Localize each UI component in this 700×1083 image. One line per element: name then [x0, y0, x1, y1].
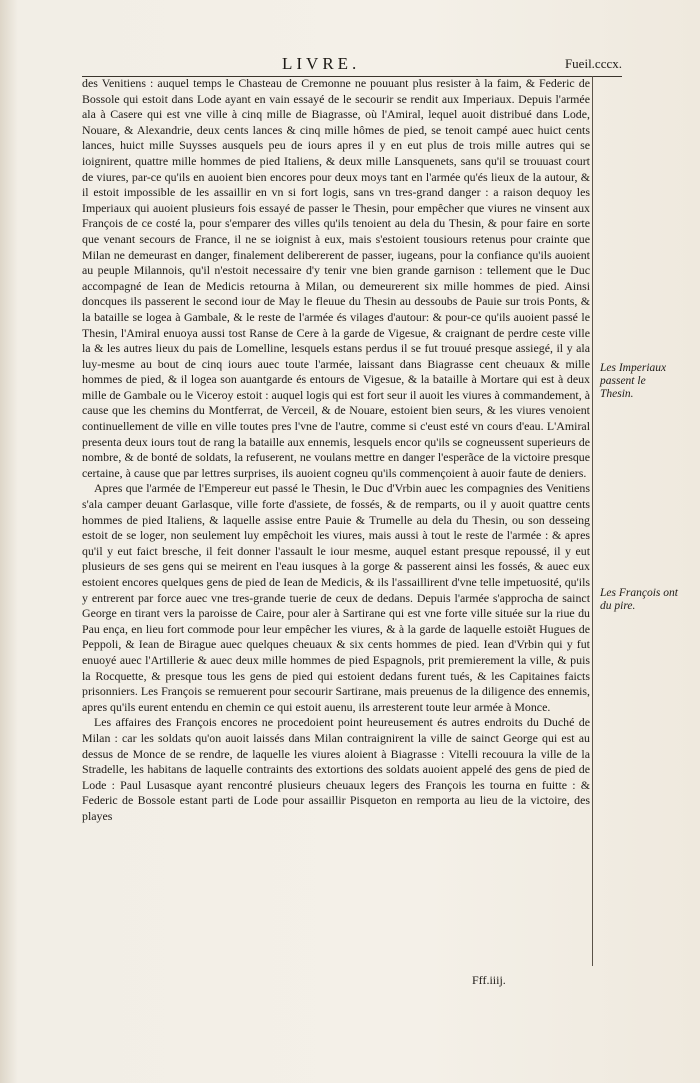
- margin-note-imperiaux: Les Imperiaux passent le Thesin.: [600, 362, 667, 400]
- catchword-signature: Fff.iiij.: [472, 973, 506, 987]
- margin-rule: [592, 76, 593, 966]
- paragraph-3: Les affaires des François encores ne procedoient point heureusement és autres endroits du Duché de Milan : car les soldats qu'on auoit laissés dans Milan contraignirent la ville de sainct George qui est au dessus de Monce de se rendre, de laquelle les viures aloient à Biagrasse : Vitelli recouura la ville de la Stradelle, les habitans de laquelle contraints des extortions des soldats auoient appelé des gens de pied de Lode : Paul Lusasque ayant rencontré plusieurs cheuaux legers des François les tourna en fuitte : & Federic de Bossole estant parti de Lode pour assaillir Pisqueton en remporta au lieu de la victoire, des playes: [82, 715, 590, 823]
- running-title: LIVRE.: [282, 54, 361, 73]
- margin-note-francois: Les François ont du pire.: [600, 587, 678, 612]
- bleed-through-ghost-text: [644, 875, 692, 965]
- paragraph-1: des Venitiens : auquel temps le Chasteau de Cremonne ne pouuant plus resister à la faim, & Federic de Bossole qui estoit dans Lode ayant en vain essayé de le secourir se rendit aux Imperiaux. Depuis l'armée ala à Casere qui est vne ville à cinq mille de Biagrasse, où l'Amiral, lequel auoit distribué dans Lode, Nouare, & Alexandrie, deux cents lances & cinq mille hômes de pied, se tenoit campé auec huict cents lances, huict mille Suysses ausquels peu de iours apres il y en eut plus de trois mille autres qui se ioignirent, quattre mille hommes de pied Italiens, & deux mille Lansquenets, sans qu'il se trouuast court de viures, par-ce qu'ils en auoient bien encores pour deux moys tant en l'armée qu'és lieux de la autour, & il estoit impossible de les assaillir en vn si fort logis, sans vn tres-grand danger : a raison dequoy les Imperiaux qui auoient plusieurs fois essayé de passer le Thesin, pour empêcher que viures ne vinsent aux François de ce costé la, pour s'emparer des villes qu'ils tenoient au dela du Thesin, & pour faire en sorte que venant secours de France, il ne se ioignist à eux, mais s'estoient tousiours retenus pour crainte que Milan ne demeurast en danger, finalement delibererent de passer, iugeans, pour la confiance qu'ils auoient au peuple Milannois, qu'il n'estoit necessaire d'y tenir vne bien grande garnison : tellement que le Duc accompagné de Iean de Medicis retourna à Milan, ou demeurerent six mille hommes de pied. Ainsi doncques ils passerent le second iour de May le fleuue du Thesin au dessoubs de Pauie sur trois Ponts, & la bataille se logea à Gambale, & le reste de l'armée és vilages d'autour: & pour-ce qu'ils auoient passé le Thesin, l'Amiral enuoya aussi tost Ranse de Cere à la garde de Vigesue, & craignant de perdre ceste ville la & les autres lieux du pais de Lomelline, lesquels estans perdus il se fut trouué presque assiegé, il y ala luy-mesme au bout de cinq iours auec toute l'armée, laissant dans Biagrasse cent cheuaux & mille hommes de pied, & il logea son auantgarde és entours de Vigesue, & la bataille à Mortare qui est à deux mille de Gambale ou le Viceroy estoit : auquel logis qui est fort seur il auoit les viures à commandement, à cause que les chemins du Montferrat, de Verceil, & de Nouare, estoient bien seurs, & les viures venoient continuellement de ville en ville toutes pres l'vne de l'autre, comme si c'eust esté vn cours d'eau. L'Amiral presenta deux iours tout de rang la bataille aux ennemis, lesquels encor qu'ils se cogneussent superieurs de nombre, & de bonté de soldats, la refuserent, ne voulans mettre en danger l'esperãce de la victoire presque certaine, à cause que par lettres surprises, ils auoient cogneu qu'ils commençoient à auoir faute de deniers.: [82, 76, 590, 480]
- folio-number: Fueil.cccx.: [564, 56, 622, 71]
- page-header: [82, 52, 622, 77]
- main-text-block: [82, 76, 590, 825]
- paragraph-2: Apres que l'armée de l'Empereur eut passé le Thesin, le Duc d'Vrbin auec les compagnies des Venitiens s'ala camper deuant Garlasque, ville forte d'assiete, de fossés, & de remparts, ou il y auoit quattre cents hommes de pied Italiens, & laquelle assise entre Pauie & Trumelle au dela du Thesin, ou son desseing estoit de se loger, non seulement luy empêchoit les viures, mais aussi à tout le reste de l'armée : & apres qu'il y eut faict bresche, il feit donner l'assault le iour mesme, auquel estant presque repoussé, il y eut plusieurs de ses gens qui se meirent en l'eau iusques à la gorge & passerent ainsi les fossés, & auec eux estoient encores quelques gens de pied de Iean de Medicis, & ils l'assaillirent d'vne telle impetuosité, qu'ils y entrerent par force auec vne tres-grande tuerie de ceux de dedans. Depuis l'armée s'approcha de sainct George en tirant vers la paroisse de Caire, pour aler à Sartirane qui est vne forte ville située sur la riue du Pau ença, en lieu fort commode pour leur empêcher les viures, & à la garde de laquelle estoiẽt Hugues de Peppoli, & Iean de Birague auec quelques cheuaux & six cents hommes de pied. Iean d'Vrbin qui y fut enuoyé auec l'Artillerie & auec deux mille hommes de pied Espagnols, prit premierement la ville, & puis la Rocquette, & presque tous les gens de pied qui estoient dedans furent tués, & les Capitaines faicts prisonniers. Les François se remuerent pour secourir Sartirane, mais preuenus de la diligence des ennemis, apres qu'ils eurent entendu en chemin ce qui estoit auenu, ils arresterent toute leur armée à Monce.: [82, 481, 590, 714]
